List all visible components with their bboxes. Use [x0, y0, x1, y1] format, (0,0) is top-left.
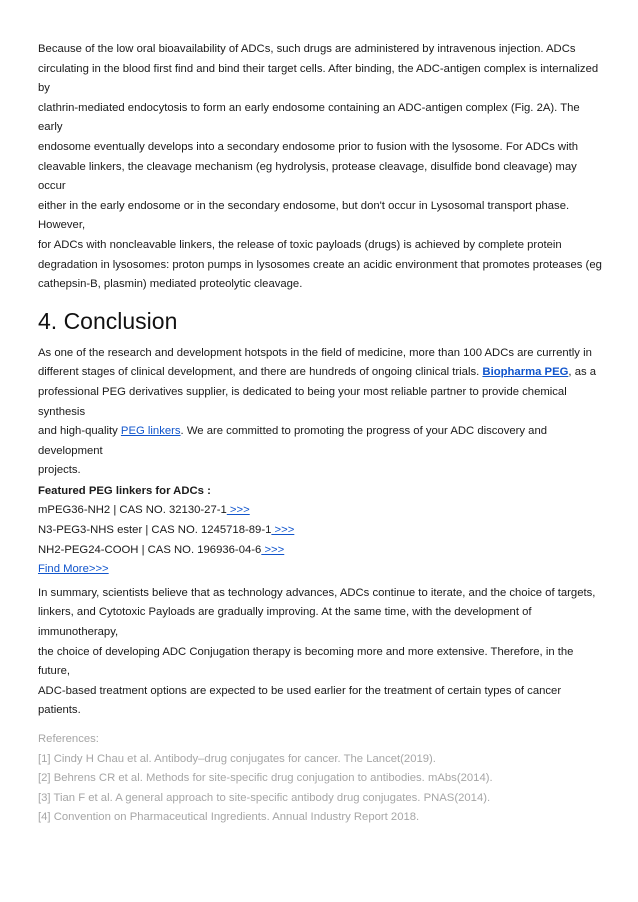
reference-item: [1] Cindy H Chau et al. Antibody–drug conjugates for cancer. The Lancet(2019).: [38, 752, 436, 765]
featured-linker-item: [38, 541, 604, 561]
featured-linker-text: N3-PEG3-NHS ester | CAS NO. 1245718-89-1: [38, 524, 272, 537]
intro-line: cleavable linkers, the cleavage mechanism (eg hydrolysis, protease cleavage, disulfide bond cleavage) may occur: [38, 160, 577, 193]
biopharma-peg-link[interactable]: Biopharma PEG: [482, 366, 569, 379]
summary-line: linkers, and Cytotoxic Payloads are gradually improving. At the same time, with the development of immunotherapy,: [38, 606, 532, 639]
intro-line: endosome eventually develops into a secondary endosome prior to fusion with the lysosome. For ADCs with: [38, 140, 579, 153]
featured-linker-text: NH2-PEG24-COOH | CAS NO. 196936-04-6: [38, 543, 262, 556]
featured-linker-text: mPEG36-NH2 | CAS NO. 32130-27-1: [38, 504, 227, 517]
conclusion-paragraph: [38, 344, 604, 481]
intro-line: Because of the low oral bioavailability of ADCs, such drugs are administered by intravenous injection. ADCs: [38, 43, 576, 55]
reference-item: [2] Behrens CR et al. Methods for site-specific drug conjugation to antibodies. mAbs(2014).: [38, 772, 493, 785]
intro-line: cathepsin-B, plasmin) mediated proteolytic cleavage.: [38, 278, 303, 291]
featured-linker-item: [38, 501, 604, 521]
find-more-row: [38, 560, 604, 580]
reference-item: [4] Convention on Pharmaceutical Ingredients. Annual Industry Report 2018.: [38, 811, 420, 824]
find-more-link[interactable]: Find More>>>: [38, 563, 109, 576]
references-label: References:: [38, 733, 99, 745]
featured-linker-item: [38, 521, 604, 541]
conclusion-line: As one of the research and development hotspots in the field of medicine, more than 100 ADCs are currently in: [38, 346, 592, 359]
conclusion-line: projects.: [38, 464, 81, 477]
conclusion-line: professional PEG derivatives supplier, is dedicated to being your most reliable partner to provide chemical synthesis: [38, 385, 567, 418]
intro-line: circulating in the blood first find and bind their target cells. After binding, the ADC-antigen complex is internalized by: [38, 62, 599, 95]
conclusion-line: different stages of clinical development, and there are hundreds of ongoing clinical trials.: [38, 366, 483, 379]
summary-line: In summary, scientists believe that as technology advances, ADCs continue to iterate, and the choice of targets,: [38, 586, 596, 599]
article-content: [38, 40, 604, 828]
intro-paragraph: [38, 40, 604, 295]
section-heading-conclusion: 4. Conclusion: [38, 307, 178, 334]
featured-linker-link[interactable]: >>>: [271, 524, 295, 537]
references-section: [38, 730, 604, 828]
conclusion-line: . We are committed to promoting the progress of your ADC discovery and development: [38, 425, 548, 457]
summary-paragraph: [38, 584, 604, 721]
reference-item: [3] Tian F et al. A general approach to site-specific antibody drug conjugates. PNAS(2014).: [38, 791, 491, 804]
summary-line: the choice of developing ADC Conjugation therapy is becoming more and more extensive. Therefore, in the future,: [38, 645, 574, 678]
conclusion-line: , as a: [568, 366, 597, 379]
intro-line: clathrin-mediated endocytosis to form an early endosome containing an ADC-antigen complex (Fig. 2A). The early: [38, 101, 580, 134]
featured-linker-link[interactable]: >>>: [226, 504, 250, 517]
intro-line: degradation in lysosomes: proton pumps in lysosomes create an acidic environment that promotes proteases (eg: [38, 258, 602, 271]
peg-linkers-link[interactable]: PEG linkers: [120, 425, 181, 438]
conclusion-line: and high-quality: [38, 425, 121, 438]
featured-linker-link[interactable]: >>>: [261, 543, 285, 556]
intro-line: either in the early endosome or in the secondary endosome, but don't occur in Lysosomal transport phase. However,: [38, 199, 570, 232]
summary-line: ADC-based treatment options are expected to be used earlier for the treatment of certain types of cancer patients.: [38, 684, 562, 717]
featured-linkers-title: Featured PEG linkers for ADCs :: [38, 484, 211, 497]
intro-line: for ADCs with noncleavable linkers, the release of toxic payloads (drugs) is achieved by complete protein: [38, 238, 562, 251]
